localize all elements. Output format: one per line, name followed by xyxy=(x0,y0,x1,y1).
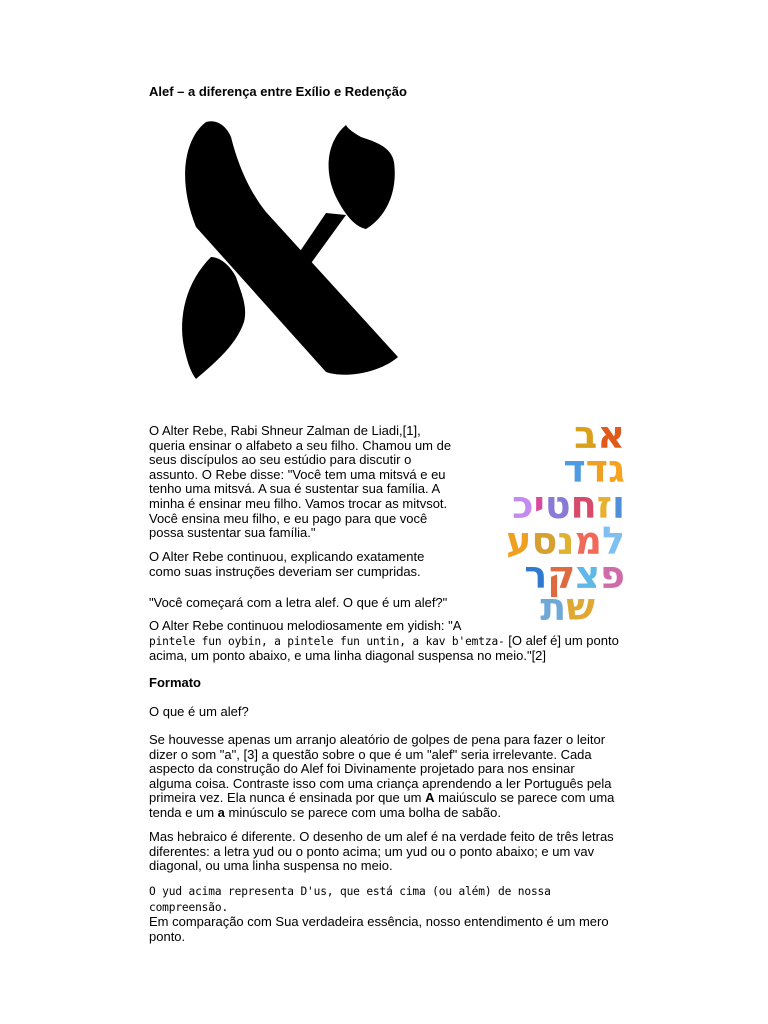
alef-letter-image xyxy=(176,117,402,379)
paragraph-7 xyxy=(149,830,614,874)
paragraph-text: O Alter Rebe continuou melodiosamente em yidish: "A xyxy=(149,618,462,633)
paragraph-3 xyxy=(149,596,459,611)
paragraph-1 xyxy=(149,424,459,541)
paragraph-text: [O alef é] um ponto acima, um ponto abaixo, e uma linha diagonal suspensa no meio."[2] xyxy=(149,632,619,664)
bold-letter-a: a xyxy=(217,804,225,820)
paragraph-text: minúsculo se parece com uma bolha de sabão. xyxy=(228,804,501,820)
paragraph-text: O que é um alef? xyxy=(149,704,249,719)
hebrew-letter: ס xyxy=(531,519,558,563)
hebrew-letter: ט xyxy=(544,483,571,527)
alef-lower-yud xyxy=(182,257,245,379)
yiddish-quote: pintele fun oybin, a pintele fun untin, a kav b'emtza- xyxy=(149,634,505,648)
hebrew-letter: ג xyxy=(608,447,625,491)
paragraph-8 xyxy=(149,884,619,944)
paragraph-text: Se houvesse apenas um arranjo aleatório de golpes de pena para fazer o leitor dizer o som "a", [3] a questão sobre o que é um "alef" seria irrelevante. Cada aspecto da construção do Alef foi Divinamente projetado para nos ensinar alguma coisa. Contraste isso com uma criança aprendendo a ler Português pela primeira vez. Ela nunca é ensinada por que um xyxy=(149,732,612,806)
section-heading-formato: Formato xyxy=(149,675,201,690)
paragraph-text: O Alter Rebe continuou, explicando exatamente como suas instruções deveriam ser cumpridas. xyxy=(149,549,425,579)
alef-upper-yud xyxy=(329,125,395,229)
paragraph-5 xyxy=(149,705,629,720)
hebrew-letter: ת xyxy=(540,585,567,629)
paragraph-text: "Você começará com a letra alef. O que é um alef?" xyxy=(149,595,448,610)
page-title: Alef – a diferença entre Exílio e Redenção xyxy=(149,84,407,99)
alef-connector xyxy=(288,213,346,277)
hebrew-letter: א xyxy=(597,413,625,457)
hebrew-letter: ב xyxy=(574,413,598,457)
hebrew-letter: מ xyxy=(574,519,602,563)
hebrew-letter: צ xyxy=(575,553,600,597)
paragraph-2 xyxy=(149,550,459,579)
paragraph-4 xyxy=(149,619,625,664)
bold-letter-A: A xyxy=(425,790,435,806)
paragraph-text: maiúsculo se parece com uma tenda e um xyxy=(149,790,615,820)
hebrew-letter: ו xyxy=(611,483,625,527)
hebrew-letter: ד xyxy=(585,447,609,491)
hebrew-letter: פ xyxy=(600,553,625,597)
hebrew-letter: ר xyxy=(524,553,548,597)
mono-quote: O yud acima representa D'us, que está cima (ou além) de nossa compreensão. xyxy=(149,885,551,914)
paragraph-text: Mas hebraico é diferente. O desenho de um alef é na verdade feito de três letras diferentes: a letra yud ou o ponto acima; um yud ou o ponto abaixo; e um vav diagonal, ou uma linha suspensa no meio. xyxy=(149,829,614,874)
hebrew-letter: כ xyxy=(512,483,534,527)
hebrew-letter: ק xyxy=(547,553,576,597)
hebrew-letter: ד xyxy=(563,447,586,491)
hebrew-letter: י xyxy=(533,483,545,527)
paragraph-6 xyxy=(149,733,619,821)
hebrew-letter: ל xyxy=(602,519,625,563)
paragraph-text: Em comparação com Sua verdadeira essência, nosso entendimento é um mero ponto. xyxy=(149,914,609,944)
hebrew-letter: ז xyxy=(596,483,612,527)
paragraph-text: O Alter Rebe, Rabi Shneur Zalman de Liadi,[1], queria ensinar o alfabeto a seu filho. Chamou um de seus discípulos ao seu estúdio para discutir o assunto. O Rebe disse: "Você tem uma mitsvá e eu tenho uma mitsvá. A sua é sustentar sua família. A minha é ensinar meu filho. Vamos trocar as mitvsot. Você ensina meu filho, e eu pago para que você possa sustentar sua família." xyxy=(149,423,452,541)
colorful-hebrew-alphabet-image xyxy=(455,413,635,629)
hebrew-letter: ש xyxy=(566,585,595,629)
hebrew-letter: ח xyxy=(570,483,597,527)
hebrew-letter: ע xyxy=(506,519,532,563)
hebrew-letter: נ xyxy=(557,519,575,563)
